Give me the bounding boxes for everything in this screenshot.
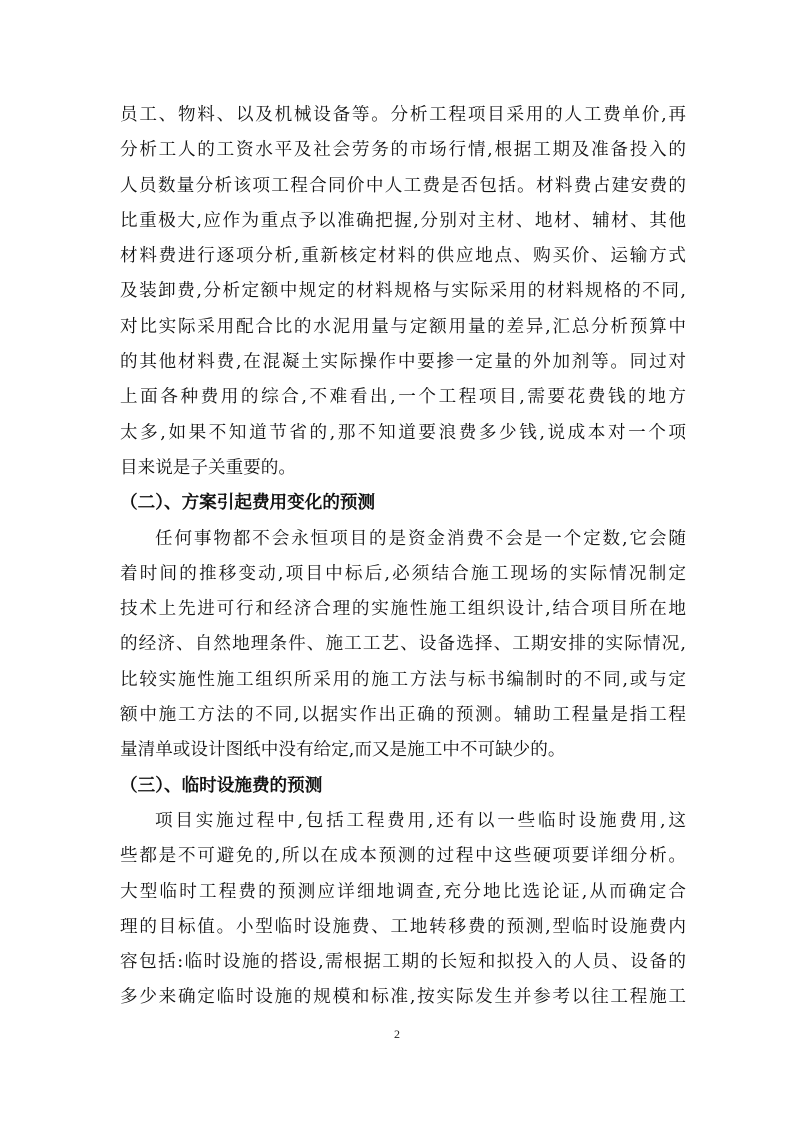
text-line: 太多,如果不知道节省的,那不知道要浪费多少钱,说成本对一个项 [120,422,686,443]
paragraph-3 [120,804,686,1016]
text-line: 比较实施性施工组织所采用的施工方法与标书编制时的不同,或与定 [120,669,686,690]
text-line: 容包括:临时设施的搭设,需根据工期的长短和拟投入的人员、设备的 [120,952,686,973]
paragraph-2 [120,522,686,769]
document-body [120,98,686,1016]
text-line: 多少来确定临时设施的规模和标准,按实际发生并参考以往工程施工 [120,987,686,1008]
text-line: 理的目标值。小型临时设施费、工地转移费的预测,型临时设施费内 [120,916,686,937]
text-line: 及装卸费,分析定额中规定的材料规格与实际采用的材料规格的不同, [120,281,686,302]
text-line: 员工、物料、以及机械设备等。分析工程项目采用的人工费单价,再 [120,105,686,125]
text-line: 着时间的推移变动,项目中标后,必须结合施工现场的实际情况制定 [120,563,686,584]
section-heading: （三）、临时设施费的预测 [120,775,323,796]
text-line: 技术上先进可行和经济合理的实施性施工组织设计,结合项目所在地 [120,599,686,620]
page-number: 2 [394,1027,400,1041]
text-line: 分析工人的工资水平及社会劳务的市场行情,根据工期及准备投入的 [120,140,686,161]
paragraph-1 [120,98,686,486]
text-line: 目来说是子关重要的。 [120,457,296,478]
text-line: 人员数量分析该项工程合同价中人工费是否包括。材料费占建安费的 [120,175,686,196]
text-line: 任何事物都不会永恒项目的是资金消费不会是一个定数,它会随 [155,528,686,549]
text-line: 量清单或设计图纸中没有给定,而又是施工中不可缺少的。 [120,740,566,761]
text-line: 额中施工方法的不同,以据实作出正确的预测。辅助工程量是指工程 [120,705,686,726]
text-line: 材料费进行逐项分析,重新核定材料的供应地点、购买价、运输方式 [120,246,686,267]
text-line: 项目实施过程中,包括工程费用,还有以一些临时设施费用,这 [155,810,686,831]
section-heading: （二）、方案引起费用变化的预测 [120,493,376,514]
text-line: 上面各种费用的综合,不难看出,一个工程项目,需要花费钱的地方 [120,387,686,408]
text-line: 大型临时工程费的预测应详细地调查,充分地比选论证,从而确定合 [120,881,686,902]
text-line: 比重极大,应作为重点予以准确把握,分别对主材、地材、辅材、其他 [120,210,686,231]
text-line: 对比实际采用配合比的水泥用量与定额用量的差异,汇总分析预算中 [120,316,686,337]
text-line: 的经济、自然地理条件、施工工艺、设备选择、工期安排的实际情况, [120,634,686,655]
text-line: 些都是不可避免的,所以在成本预测的过程中这些硬项要详细分析。 [120,846,686,867]
text-line: 的其他材料费,在混凝土实际操作中要掺一定量的外加剂等。同过对 [120,352,686,373]
